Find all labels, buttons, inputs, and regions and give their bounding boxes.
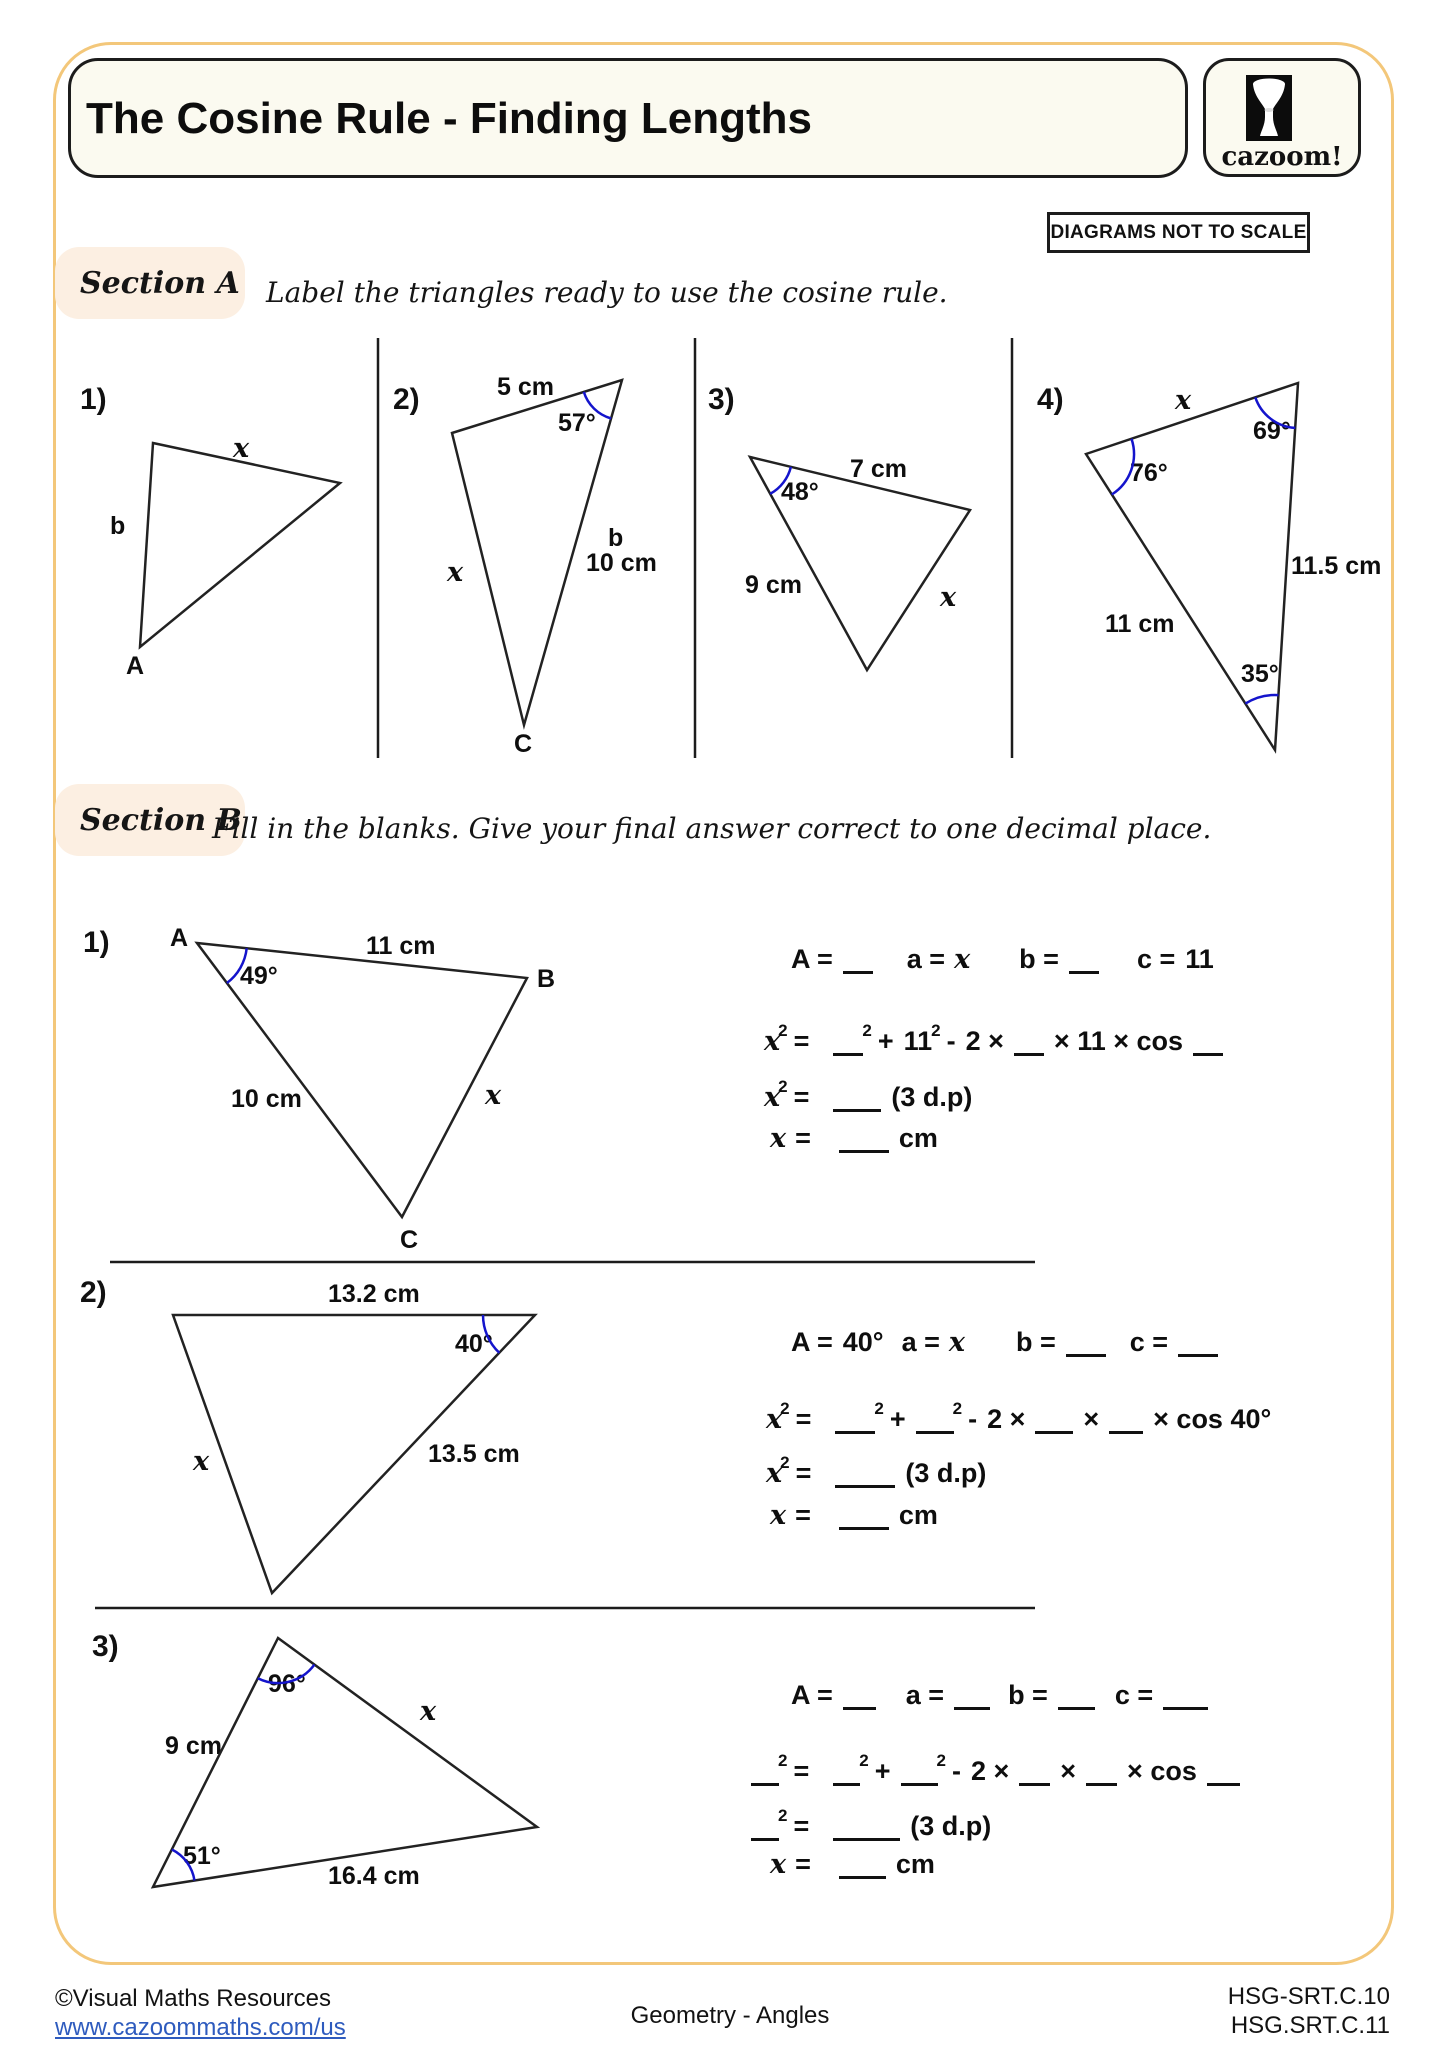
b1-vertex-c: C — [400, 1226, 419, 1254]
equation-text: = — [795, 1404, 812, 1434]
a4-angle-bottom: 35° — [1241, 660, 1279, 688]
angle-arc-b3-top — [258, 1665, 315, 1683]
a4-top-side: x — [1175, 385, 1192, 416]
equation-text: 2 × — [965, 1026, 1004, 1056]
problem-b2-number: 2) — [80, 1276, 107, 1309]
equation-text: + — [889, 1404, 906, 1434]
a4-right-side: 11.5 cm — [1291, 552, 1382, 580]
triangle-b2 — [173, 1315, 535, 1593]
equation-text: 2 — [931, 1021, 941, 1040]
problem-a2-number: 2) — [393, 383, 420, 416]
copyright-text: ©Visual Maths Resources — [55, 1985, 332, 2012]
triangle-b3 — [153, 1638, 537, 1887]
equation-text: 11 — [1185, 944, 1214, 974]
equation-text: (3 d.p) — [905, 1458, 987, 1488]
b1-vertex-a: A — [170, 924, 189, 952]
problem-a1-number: 1) — [80, 383, 107, 416]
b3-right-side: x — [420, 1696, 437, 1727]
footer-topic: Geometry - Angles — [630, 2002, 830, 2029]
equation-text: 2 — [862, 1021, 872, 1040]
angle-arc-b3-bottom — [172, 1850, 195, 1881]
equation-text: a = — [905, 1680, 945, 1710]
a2-left-side: x — [447, 557, 464, 588]
equation-text: = — [795, 1458, 812, 1488]
equation-text: c = — [1114, 1680, 1154, 1710]
equation-text: cm — [898, 1123, 938, 1153]
equation-text: = — [793, 1026, 810, 1056]
equation-text: x — [770, 1500, 787, 1531]
equation-text: = — [793, 1756, 810, 1786]
a4-left-side: 11 cm — [1105, 610, 1175, 638]
page-title: The Cosine Rule - Finding Lengths — [86, 94, 812, 143]
b1-top-side: 11 cm — [366, 932, 436, 960]
equation-text: A = — [791, 944, 833, 974]
b2-angle: 40° — [455, 1330, 493, 1358]
equation-text: A = — [791, 1327, 833, 1357]
b1-vertex-b: B — [537, 965, 556, 993]
equation-text: 2 — [778, 1077, 788, 1096]
equation-text: b = — [1008, 1680, 1048, 1710]
equation-text: × cos 40° — [1153, 1404, 1272, 1434]
a3-left-side: 9 cm — [745, 571, 802, 599]
equation-text: c = — [1129, 1327, 1169, 1357]
equation-text: 40° — [842, 1327, 884, 1357]
equation-text: x — [766, 1458, 783, 1489]
problem-b3-number: 3) — [92, 1630, 119, 1663]
triangle-a1 — [140, 443, 340, 647]
b2-right-side: 13.5 cm — [428, 1440, 520, 1468]
equation-text: (3 d.p) — [891, 1082, 973, 1112]
equation-text: 2 — [778, 1806, 788, 1825]
a1-vertex-a: A — [126, 652, 145, 680]
equation-text: 11 — [903, 1026, 933, 1056]
equation-text: b = — [1019, 944, 1059, 974]
equation-text: - — [951, 1756, 961, 1786]
angle-arc-b2 — [483, 1315, 499, 1353]
equation-text: - — [946, 1026, 956, 1056]
equation-text: a = — [906, 944, 946, 974]
b1-left-side: 10 cm — [231, 1085, 302, 1113]
a3-top-side: 7 cm — [850, 455, 907, 483]
b3-angle-bottom: 51° — [183, 1842, 221, 1870]
scale-notice: DIAGRAMS NOT TO SCALE — [1047, 212, 1310, 253]
angle-arc-a2 — [584, 392, 611, 419]
section-a-instruction: Label the triangles ready to use the cosine rule. — [266, 276, 948, 309]
triangle-b1 — [197, 943, 527, 1217]
angle-arc-a4-top — [1255, 397, 1295, 428]
equation-text: × — [1083, 1404, 1100, 1434]
equation-text: 2 — [780, 1399, 790, 1418]
equation-text: = — [793, 1811, 810, 1841]
equation-text: (3 d.p) — [910, 1811, 992, 1841]
equation-text: x — [766, 1404, 783, 1435]
equation-text: x — [764, 1026, 781, 1057]
angle-arc-a4-bottom — [1245, 695, 1278, 704]
problem-b1-number: 1) — [83, 926, 110, 959]
equation-text: a = — [901, 1327, 940, 1357]
standard-code-1: HSG-SRT.C.10 — [1227, 1983, 1390, 2010]
section-a-label: Section A — [80, 265, 240, 301]
a2-vertex-c: C — [514, 730, 533, 758]
triangle-a3 — [750, 457, 970, 670]
problem-a4-number: 4) — [1037, 383, 1064, 416]
equation-text: cm — [895, 1849, 935, 1879]
equation-text: = — [795, 1123, 811, 1153]
equation-text: = — [795, 1849, 811, 1879]
b3-angle-top: 96° — [268, 1670, 306, 1698]
equation-text: x — [770, 1849, 787, 1880]
equation-text: - — [968, 1404, 978, 1434]
equation-text: x — [954, 944, 971, 975]
a4-angle-right: 69° — [1253, 417, 1291, 445]
equation-text: A = — [791, 1680, 833, 1710]
section-b-instruction: Fill in the blanks. Give your final answer correct to one decimal place. — [212, 812, 1212, 845]
b1-angle: 49° — [240, 962, 278, 990]
angle-arc-a4-left — [1112, 439, 1134, 495]
a1-side-b: b — [110, 512, 126, 540]
a2-top-side: 5 cm — [497, 373, 554, 401]
website-link[interactable]: www.cazoommaths.com/us — [55, 2014, 346, 2041]
equation-text: × 11 × cos — [1053, 1026, 1184, 1056]
standard-code-2: HSG.SRT.C.11 — [1230, 2012, 1390, 2039]
triangle-a2 — [452, 380, 622, 725]
a3-right-side: x — [940, 582, 957, 613]
equation-text: 2 — [952, 1399, 963, 1418]
equation-text: cm — [898, 1500, 938, 1530]
a2-b-letter: b — [608, 524, 624, 552]
equation-text: b = — [1016, 1327, 1056, 1357]
equation-text: x — [948, 1327, 966, 1358]
equation-text: 2 — [874, 1399, 884, 1418]
problem-a3-number: 3) — [708, 383, 735, 416]
equation-text: x — [764, 1082, 781, 1113]
equation-text: 2 — [780, 1453, 790, 1472]
equation-text: 2 — [859, 1751, 869, 1770]
equation-text: 2 × — [987, 1404, 1026, 1434]
equation-text: + — [877, 1026, 894, 1056]
angle-arc-a3 — [770, 467, 791, 494]
a1-side-x: x — [233, 433, 250, 464]
equation-text: = — [795, 1500, 811, 1530]
angle-arc-b1 — [227, 948, 247, 983]
equation-text: 2 × — [970, 1756, 1010, 1786]
a3-angle: 48° — [781, 478, 819, 506]
equation-text: 2 — [778, 1021, 788, 1040]
b3-bottom-side: 16.4 cm — [328, 1862, 420, 1890]
b3-left-side: 9 cm — [165, 1732, 222, 1760]
equation-text: × — [1060, 1756, 1077, 1786]
equation-text: + — [874, 1756, 891, 1786]
b1-right-side: x — [485, 1080, 502, 1111]
equation-text: 2 — [778, 1751, 788, 1770]
equation-text: x — [770, 1123, 787, 1154]
b2-top-side: 13.2 cm — [328, 1280, 420, 1308]
a4-angle-left: 76° — [1130, 459, 1168, 487]
equation-text: = — [793, 1082, 810, 1112]
a2-angle: 57° — [558, 409, 596, 437]
equation-text: 2 — [936, 1751, 946, 1770]
logo-wordmark: cazoom! — [1221, 142, 1343, 172]
b2-left-side: x — [193, 1446, 210, 1477]
equation-text: × cos — [1127, 1756, 1197, 1786]
a2-right-side: 10 cm — [586, 549, 657, 577]
equation-text: c = — [1136, 944, 1176, 974]
section-b-label: Section B — [80, 802, 242, 838]
